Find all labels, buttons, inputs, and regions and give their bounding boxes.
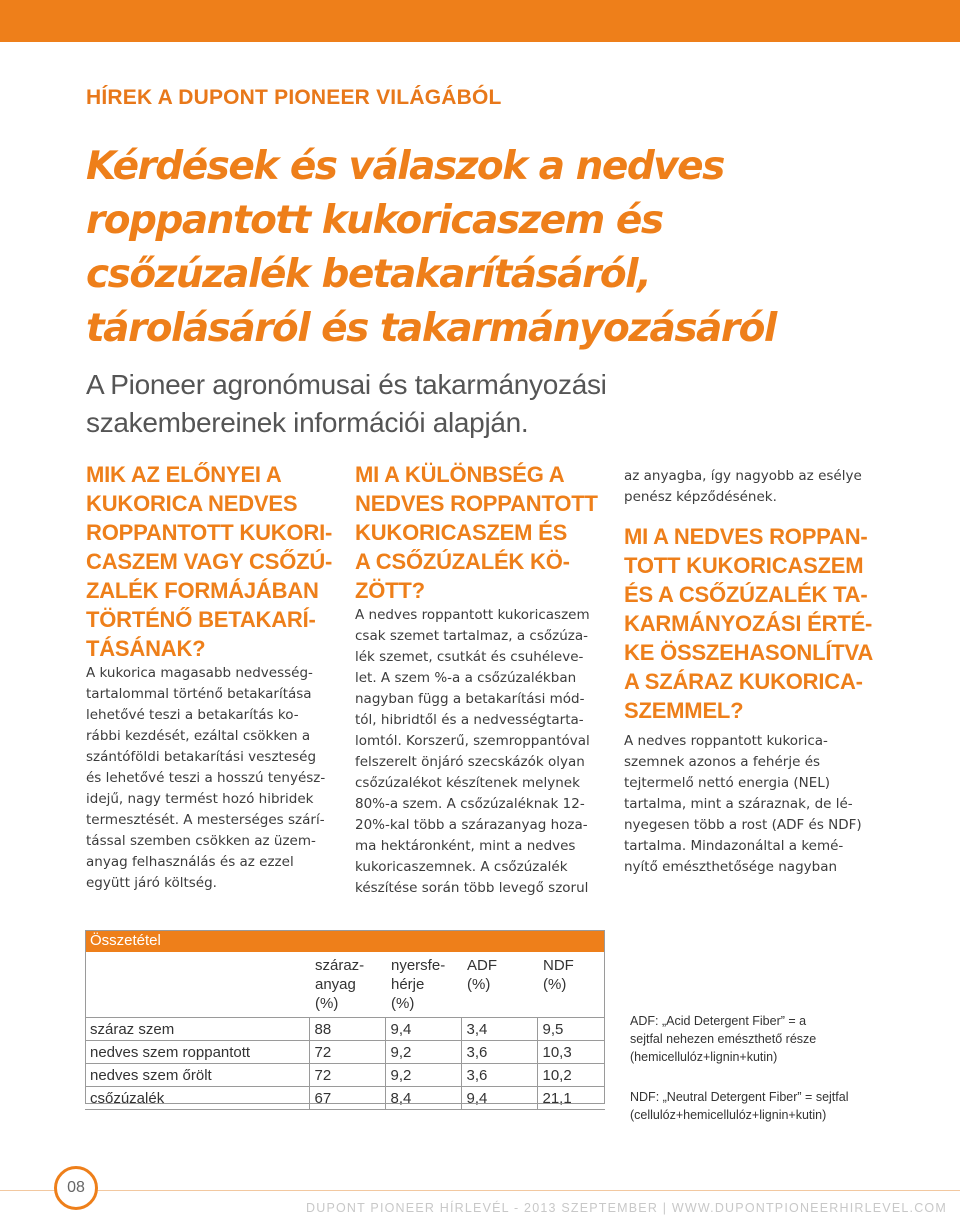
header-cell: nyersfe- hérje (%)	[391, 957, 446, 1012]
table-cell: 9,5	[537, 1018, 605, 1041]
question-line: NEDVES ROPPANTOTT	[355, 491, 598, 516]
answer-paragraph	[624, 731, 876, 878]
table-cell: 8,4	[385, 1087, 461, 1110]
article-subtitle	[86, 366, 806, 442]
table-cell: 9,2	[385, 1041, 461, 1064]
body-line: csőzúzalékot készítenek melynek	[355, 775, 580, 791]
section-tag: HÍREK A DUPONT PIONEER VILÁGÁBÓL	[86, 86, 502, 109]
body-line: együtt járó költség.	[86, 875, 217, 891]
ndf-note	[630, 1088, 890, 1124]
body-line: nyítő emészthetősége nagyban	[624, 859, 838, 875]
table-row	[85, 1041, 605, 1064]
body-line: tól, hibridtől és a nedvességtarta-	[355, 712, 584, 728]
composition-table	[85, 930, 605, 1107]
row-label: csőzúzalék	[85, 1087, 309, 1110]
table-cell: 3,4	[461, 1018, 537, 1041]
title-line: roppantott kukoricaszem és	[86, 198, 663, 243]
question-line: MI A NEDVES ROPPAN-	[624, 524, 868, 549]
table-row	[85, 1018, 605, 1041]
body-line: készítése során több levegő szorul	[355, 880, 589, 896]
body-line: anyag felhasználás és az ezzel	[86, 854, 294, 870]
body-line: 20%-kal több a szárazanyag hoza-	[355, 817, 588, 833]
question-line: MIK AZ ELŐNYEI A	[86, 462, 282, 487]
title-line: Kérdések és válaszok a nedves	[86, 144, 724, 189]
subtitle-line: A Pioneer agronómusai és takarmányozási	[86, 369, 607, 400]
question-line: MI A KÜLÖNBSÉG A	[355, 462, 565, 487]
body-line: lék szemet, csutkát és csuhéleve-	[355, 649, 584, 665]
question-line: SZEMMEL?	[624, 698, 744, 723]
body-line: és lehetővé teszi a hosszú tenyész-	[86, 770, 326, 786]
body-line: nyegesen több a rost (ADF és NDF)	[624, 817, 862, 833]
body-line: A nedves roppantott kukorica-	[624, 733, 828, 749]
column-2	[355, 460, 607, 899]
question-heading	[624, 522, 876, 725]
table-cell: 72	[309, 1041, 385, 1064]
question-line: A SZÁRAZ KUKORICA-	[624, 669, 863, 694]
note-line: (cellulóz+hemicellulóz+lignin+kutin)	[630, 1108, 827, 1122]
question-line: KUKORICASZEM ÉS	[355, 520, 568, 545]
body-line: 80%-a szem. A csőzúzaléknak 12-	[355, 796, 585, 812]
body-line: ma hektáronként, mint a nedves	[355, 838, 576, 854]
page-number-badge: 08	[54, 1166, 98, 1210]
body-line: lomtól. Korszerű, szemroppantóval	[355, 733, 590, 749]
answer-paragraph	[86, 663, 338, 894]
continued-paragraph	[624, 466, 876, 508]
composition-grid	[85, 952, 605, 1110]
footer-rule	[0, 1190, 960, 1191]
body-line: idejű, nagy termést hozó hibridek	[86, 791, 314, 807]
table-cell: 67	[309, 1087, 385, 1110]
note-line: ADF: „Acid Detergent Fiber” = a	[630, 1014, 807, 1028]
header-cell: ADF (%)	[467, 957, 497, 993]
note-line: sejtfal nehezen emészthető része	[630, 1032, 817, 1046]
subtitle-line: szakembereinek információi alapján.	[86, 407, 529, 438]
header-cell: száraz- anyag (%)	[315, 957, 365, 1012]
table-cell: 3,6	[461, 1041, 537, 1064]
table-cell: 10,2	[537, 1064, 605, 1087]
body-line: rábbi kezdését, ezáltal csökken a	[86, 728, 311, 744]
body-line: penész képződésének.	[624, 489, 777, 505]
body-line: szántóföldi betakarítási veszteség	[86, 749, 317, 765]
adf-note	[630, 1012, 890, 1066]
table-header-row	[85, 952, 605, 1018]
note-line: NDF: „Neutral Detergent Fiber” = sejtfal	[630, 1090, 849, 1104]
note-line: (hemicellulóz+lignin+kutin)	[630, 1050, 778, 1064]
title-line: csőzúzalék betakarításáról,	[86, 252, 651, 297]
table-cell: 9,4	[461, 1087, 537, 1110]
header-cell	[85, 952, 309, 1018]
header-cell: NDF (%)	[543, 957, 574, 993]
table-cell: 9,4	[385, 1018, 461, 1041]
table-cell: 9,2	[385, 1064, 461, 1087]
question-line: CASZEM VAGY CSŐZÚ-	[86, 549, 333, 574]
body-line: tartalma. Mindazonáltal a kemé-	[624, 838, 844, 854]
body-line: tejtermelő nettó energia (NEL)	[624, 775, 831, 791]
table-cell: 3,6	[461, 1064, 537, 1087]
body-line: kukoricaszemnek. A csőzúzalék	[355, 859, 568, 875]
question-line: KE ÖSSZEHASONLÍTVA	[624, 640, 874, 665]
body-line: nagyban függ a betakarítási mód-	[355, 691, 585, 707]
table-cell: 21,1	[537, 1087, 605, 1110]
question-line: TÁSÁNAK?	[86, 636, 206, 661]
table-row	[85, 1064, 605, 1087]
row-label: száraz szem	[85, 1018, 309, 1041]
body-line: szemnek azonos a fehérje és	[624, 754, 821, 770]
table-row	[85, 1087, 605, 1110]
body-line: tartalma, mint a száraznak, de lé-	[624, 796, 853, 812]
body-line: az anyagba, így nagyobb az esélye	[624, 468, 862, 484]
body-line: csak szemet tartalmaz, a csőzúza-	[355, 628, 588, 644]
table-cell: 10,3	[537, 1041, 605, 1064]
table-notes	[630, 1012, 890, 1146]
table-cell: 72	[309, 1064, 385, 1087]
body-line: tartalommal történő betakarítása	[86, 686, 312, 702]
footer-text: DUPONT PIONEER HÍRLEVÉL - 2013 SZEPTEMBER | WWW.DUPONTPIONEERHIRLEVEL.COM	[306, 1201, 947, 1215]
answer-paragraph	[355, 605, 607, 899]
body-line: felszerelt önjáró szecskázók olyan	[355, 754, 585, 770]
question-line: A CSŐZÚZALÉK KÖ-	[355, 549, 570, 574]
article-title	[86, 140, 886, 356]
table-cell: 88	[309, 1018, 385, 1041]
question-heading	[86, 460, 338, 663]
body-line: lehetővé teszi a betakarítás ko-	[86, 707, 299, 723]
top-orange-bar	[0, 0, 960, 42]
body-line: let. A szem %-a a csőzúzalékban	[355, 670, 577, 686]
question-line: ZÖTT?	[355, 578, 425, 603]
table-caption: Összetétel	[85, 930, 605, 952]
body-line: tással szemben csökken az üzem-	[86, 833, 316, 849]
body-line: A kukorica magasabb nedvesség-	[86, 665, 313, 681]
title-line: tárolásáról és takarmányozásáról	[86, 306, 776, 351]
question-line: KUKORICA NEDVES	[86, 491, 298, 516]
question-line: TOTT KUKORICASZEM	[624, 553, 864, 578]
question-line: ROPPANTOTT KUKORI-	[86, 520, 333, 545]
question-line: KARMÁNYOZÁSI ÉRTÉ-	[624, 611, 873, 636]
body-line: termesztését. A mesterséges szárí-	[86, 812, 325, 828]
column-3	[624, 466, 876, 878]
column-1	[86, 460, 338, 894]
question-line: ZALÉK FORMÁJÁBAN	[86, 578, 319, 603]
row-label: nedves szem őrölt	[85, 1064, 309, 1087]
question-line: ÉS A CSŐZÚZALÉK TA-	[624, 582, 868, 607]
question-line: TÖRTÉNŐ BETAKARÍ-	[86, 607, 316, 632]
question-heading	[355, 460, 607, 605]
body-line: A nedves roppantott kukoricaszem	[355, 607, 590, 623]
row-label: nedves szem roppantott	[85, 1041, 309, 1064]
